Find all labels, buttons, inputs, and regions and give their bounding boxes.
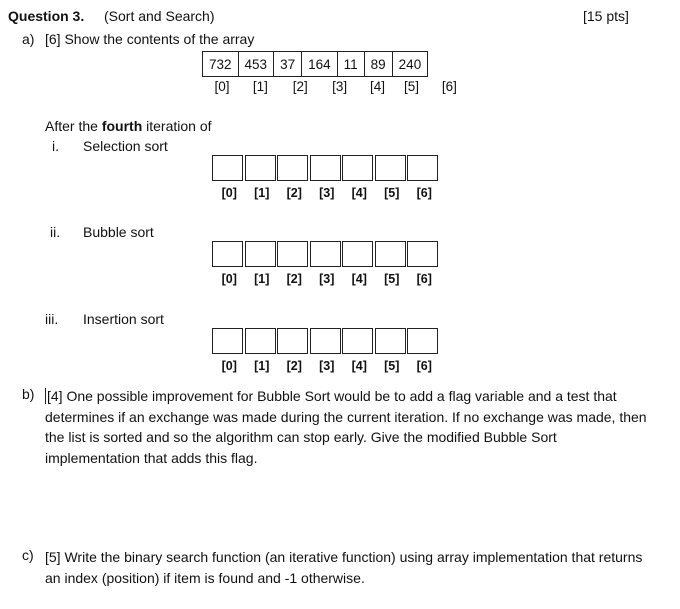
- after-iteration-text: [45, 118, 212, 134]
- array-index: [1]: [252, 79, 268, 94]
- box-indices: [213, 186, 441, 200]
- box-index: [2]: [286, 272, 302, 286]
- array-index: [5]: [403, 79, 419, 94]
- answer-box[interactable]: [277, 155, 308, 181]
- answer-boxes-insertion: [212, 328, 440, 354]
- answer-box[interactable]: [277, 241, 308, 267]
- answer-box[interactable]: [407, 155, 438, 181]
- array-cell: 11: [337, 52, 364, 77]
- box-index: [4]: [351, 186, 367, 200]
- box-index: [6]: [416, 272, 432, 286]
- after-prefix: After the: [45, 118, 102, 134]
- array-cell: 89: [364, 52, 392, 77]
- box-index: [1]: [254, 186, 270, 200]
- sort-number: i.: [52, 138, 59, 154]
- box-index: [5]: [384, 359, 400, 373]
- box-index: [3]: [319, 272, 335, 286]
- box-index: [0]: [221, 272, 237, 286]
- array-index: [2]: [292, 79, 308, 94]
- array-cell: 37: [274, 52, 302, 77]
- box-index: [3]: [319, 186, 335, 200]
- answer-box[interactable]: [310, 328, 341, 354]
- box-index: [0]: [221, 359, 237, 373]
- text-cursor: [45, 388, 46, 404]
- initial-array: [202, 51, 428, 77]
- part-b-label: b): [22, 386, 35, 402]
- answer-box[interactable]: [212, 328, 243, 354]
- box-index: [4]: [351, 359, 367, 373]
- answer-box[interactable]: [407, 328, 438, 354]
- box-index: [2]: [286, 186, 302, 200]
- answer-box[interactable]: [212, 155, 243, 181]
- part-a-text: [6] Show the contents of the array: [45, 31, 255, 47]
- box-index: [6]: [416, 186, 432, 200]
- array-index: [3]: [332, 79, 348, 94]
- box-index: [3]: [319, 359, 335, 373]
- array-index: [0]: [214, 79, 230, 94]
- answer-box[interactable]: [245, 241, 276, 267]
- answer-box[interactable]: [375, 241, 406, 267]
- array-cell: 164: [302, 52, 338, 77]
- box-index: [0]: [221, 186, 237, 200]
- answer-box[interactable]: [212, 241, 243, 267]
- question-number: Question 3.: [8, 8, 85, 24]
- box-indices: [213, 359, 441, 373]
- answer-box[interactable]: [310, 155, 341, 181]
- answer-box[interactable]: [277, 328, 308, 354]
- part-c-text: [5] Write the binary search function (an iterative function) using array implementation that returns an index (position) if item is found and -1 otherwise.: [45, 549, 643, 586]
- answer-boxes-selection: [212, 155, 440, 181]
- box-index: [1]: [254, 272, 270, 286]
- answer-box[interactable]: [407, 241, 438, 267]
- part-c-label: c): [22, 547, 34, 563]
- array-cell: 240: [392, 52, 428, 77]
- answer-box[interactable]: [245, 155, 276, 181]
- sort-name: Insertion sort: [83, 311, 164, 327]
- box-index: [5]: [384, 186, 400, 200]
- answer-box[interactable]: [342, 155, 373, 181]
- part-b-body: [4] One possible improvement for Bubble Sort would be to add a flag variable and a test that determines if an exchange was made during the current iteration. If no exchange was made, then the list is sorted and so the algorithm can stop early. Give the modified Bubble Sort implementation that adds this flag.: [45, 388, 647, 466]
- box-index: [6]: [416, 359, 432, 373]
- box-indices: [213, 272, 441, 286]
- part-a-label: a): [22, 31, 35, 47]
- array-index: [6]: [441, 79, 457, 94]
- array-indices: [207, 78, 468, 94]
- array-cell: 453: [238, 52, 274, 77]
- answer-box[interactable]: [310, 241, 341, 267]
- after-bold: fourth: [101, 118, 143, 134]
- question-topic: (Sort and Search): [104, 8, 215, 24]
- answer-box[interactable]: [342, 241, 373, 267]
- sort-number: iii.: [45, 311, 59, 327]
- box-index: [4]: [351, 272, 367, 286]
- box-index: [1]: [254, 359, 270, 373]
- answer-box[interactable]: [375, 328, 406, 354]
- array-cell: 732: [203, 52, 239, 77]
- sort-number: ii.: [50, 224, 61, 240]
- array-index: [4]: [370, 79, 386, 94]
- sort-name: Selection sort: [83, 138, 168, 154]
- after-suffix: iteration of: [142, 118, 212, 134]
- question-points: [15 pts]: [583, 8, 629, 24]
- box-index: [5]: [384, 272, 400, 286]
- answer-box[interactable]: [342, 328, 373, 354]
- answer-boxes-bubble: [212, 241, 440, 267]
- answer-box[interactable]: [245, 328, 276, 354]
- answer-box[interactable]: [375, 155, 406, 181]
- part-b-text: [45, 386, 655, 468]
- sort-name: Bubble sort: [83, 224, 154, 240]
- box-index: [2]: [286, 359, 302, 373]
